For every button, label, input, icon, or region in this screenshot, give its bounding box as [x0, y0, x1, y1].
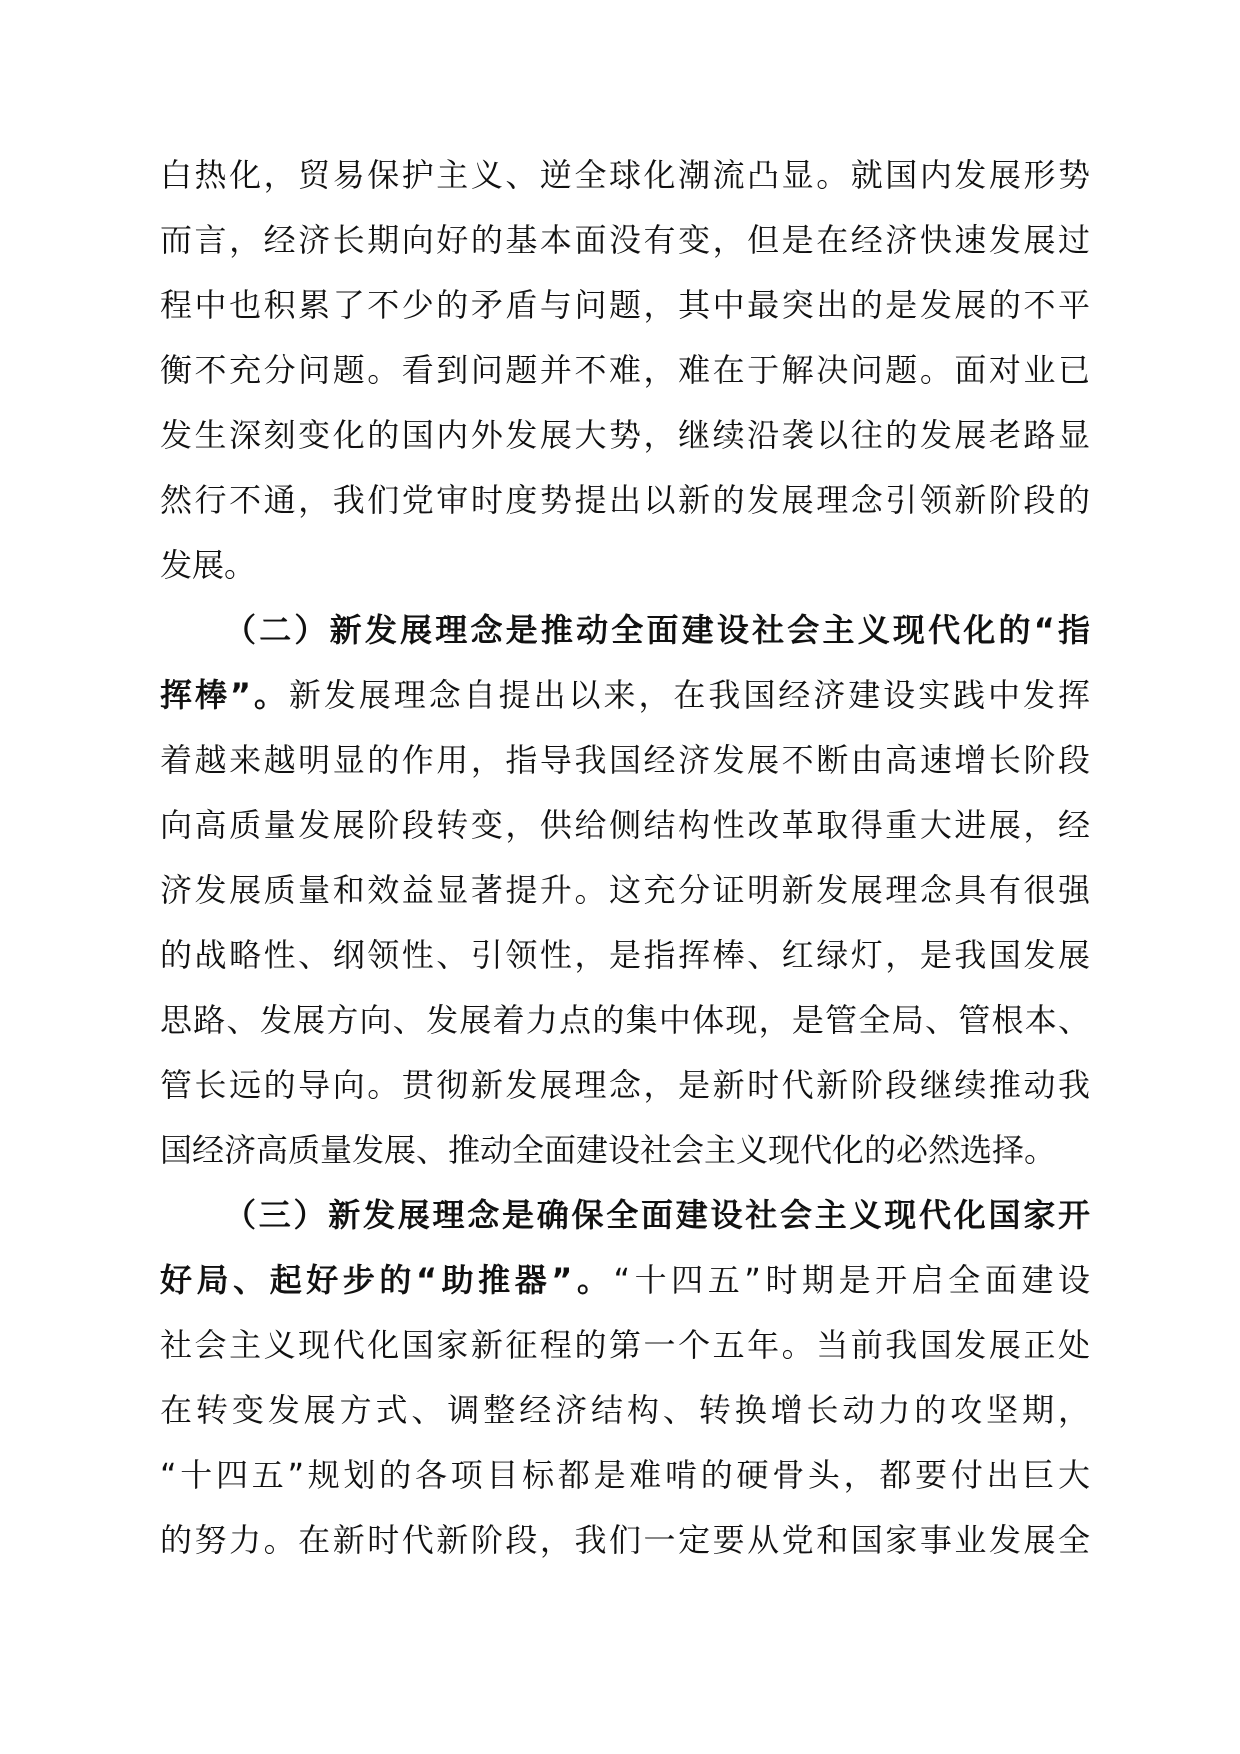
text-line: [160, 1248, 1090, 1313]
text-line: [160, 1443, 1090, 1508]
text-line: [160, 1378, 1090, 1443]
text-run: 国经济高质量发展、推动全面建设社会主义现代化的必然选择。: [160, 1131, 1057, 1169]
paragraph-section-2: [160, 598, 1090, 1183]
text-line: [160, 1053, 1090, 1118]
section-heading: （三）新发展理念是确保全面建设社会主义现代化国家开: [224, 1196, 1090, 1234]
text-line: 衡不充分问题。看到问题并不难，难在于解决问题。面对业已: [160, 351, 1090, 389]
text-run: 济发展质量和效益显著提升。这充分证明新发展理念具有很强: [160, 871, 1090, 909]
text-line: [160, 1183, 1090, 1248]
text-run: 着越来越明显的作用，指导我国经济发展不断由高速增长阶段: [160, 741, 1090, 779]
text-run: 在转变发展方式、调整经济结构、转换增长动力的攻坚期，: [160, 1391, 1090, 1429]
text-line: 白热化，贸易保护主义、逆全球化潮流凸显。就国内发展形势: [160, 156, 1090, 194]
text-line: [160, 988, 1090, 1053]
text-line: [160, 923, 1090, 988]
text-run: “十四五”时期是开启全面建设: [613, 1261, 1090, 1299]
text-run: 的战略性、纲领性、引领性，是指挥棒、红绿灯，是我国发展: [160, 936, 1090, 974]
text-run: 新发展理念自提出以来，在我国经济建设实践中发挥: [288, 676, 1090, 714]
text-line: [160, 728, 1090, 793]
text-line: [160, 1118, 1090, 1183]
text-line: 而言，经济长期向好的基本面没有变，但是在经济快速发展过: [160, 221, 1090, 259]
section-heading: （二）新发展理念是推动全面建设社会主义现代化的“指: [224, 611, 1090, 649]
text-run: 思路、发展方向、发展着力点的集中体现，是管全局、管根本、: [160, 1001, 1090, 1039]
text-line: [160, 598, 1090, 663]
text-line: [160, 858, 1090, 923]
text-run: “十四五”规划的各项目标都是难啃的硬骨头，都要付出巨大: [160, 1456, 1090, 1494]
section-heading: 挥棒”。: [160, 676, 289, 714]
text-line: 程中也积累了不少的矛盾与问题，其中最突出的是发展的不平: [160, 286, 1090, 324]
text-run: 向高质量发展阶段转变，供给侧结构性改革取得重大进展，经: [160, 806, 1090, 844]
text-line: 发展。: [160, 546, 257, 584]
text-line: [160, 1313, 1090, 1378]
text-line: [160, 663, 1090, 728]
text-line: 然行不通，我们党审时度势提出以新的发展理念引领新阶段的: [160, 481, 1090, 519]
text-line: 发生深刻变化的国内外发展大势，继续沿袭以往的发展老路显: [160, 416, 1090, 454]
section-heading: 好局、起好步的“助推器”。: [160, 1261, 614, 1299]
paragraph-section-3: [160, 1183, 1090, 1573]
text-run: 的努力。在新时代新阶段，我们一定要从党和国家事业发展全: [160, 1521, 1090, 1559]
text-run: 管长远的导向。贯彻新发展理念，是新时代新阶段继续推动我: [160, 1066, 1090, 1104]
text-line: [160, 1508, 1090, 1573]
text-run: 社会主义现代化国家新征程的第一个五年。当前我国发展正处: [160, 1326, 1090, 1364]
text-line: [160, 793, 1090, 858]
paragraph-continuation: [160, 143, 1090, 598]
